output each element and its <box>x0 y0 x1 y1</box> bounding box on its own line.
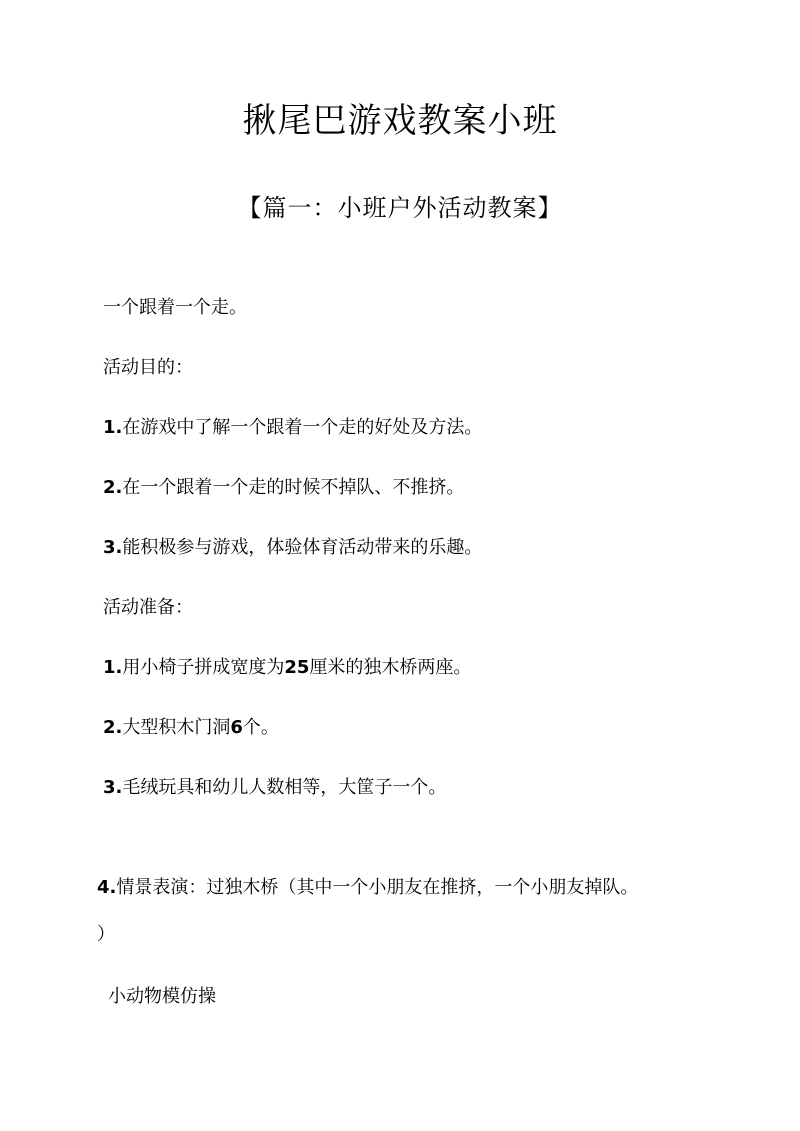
line-text: 情景表演：过独木桥（其中一个小朋友在推挤，一个小朋友掉队。 <box>116 877 639 898</box>
section-heading-preparation <box>103 593 193 623</box>
line-text: 活动目的： <box>103 357 193 378</box>
list-number: 3. <box>103 537 123 558</box>
list-item <box>103 653 471 683</box>
list-number: 2. <box>103 717 123 738</box>
paragraph-line <box>97 920 115 950</box>
inline-number: 25 <box>284 657 310 678</box>
line-text: 毛绒玩具和幼儿人数相等，大筐子一个。 <box>122 777 447 798</box>
section-heading-exercise <box>108 982 216 1012</box>
list-item <box>103 773 446 803</box>
line-text: 一个跟着一个走。 <box>103 297 247 318</box>
list-item <box>103 533 482 563</box>
line-text: 用小椅子拼成宽度为 <box>122 657 285 678</box>
list-item <box>103 713 279 743</box>
line-text: 个。 <box>242 717 279 738</box>
line-text: 在一个跟着一个走的时候不掉队、不推挤。 <box>122 477 465 498</box>
line-text: 大型积木门洞 <box>122 717 231 738</box>
list-item <box>103 413 482 443</box>
list-number: 3. <box>103 777 123 798</box>
document-title: 揪尾巴游戏教案小班 <box>242 101 558 141</box>
document-subtitle: 【篇一：小班户外活动教案】 <box>237 194 563 222</box>
line-text: 在游戏中了解一个跟着一个走的好处及方法。 <box>122 417 483 438</box>
line-text: 小动物模仿操 <box>108 986 216 1007</box>
list-number: 4. <box>97 877 117 898</box>
list-number: 1. <box>103 657 123 678</box>
paragraph-line <box>103 293 247 323</box>
line-text: 活动准备： <box>103 597 193 618</box>
list-number: 1. <box>103 417 123 438</box>
line-text: 能积极参与游戏，体验体育活动带来的乐趣。 <box>122 537 483 558</box>
line-text: 厘米的独木桥两座。 <box>309 657 472 678</box>
line-text: ） <box>97 924 115 945</box>
section-heading-purpose <box>103 353 193 383</box>
inline-number: 6 <box>230 717 243 738</box>
list-item <box>97 873 638 903</box>
list-item <box>103 473 464 503</box>
list-number: 2. <box>103 477 123 498</box>
